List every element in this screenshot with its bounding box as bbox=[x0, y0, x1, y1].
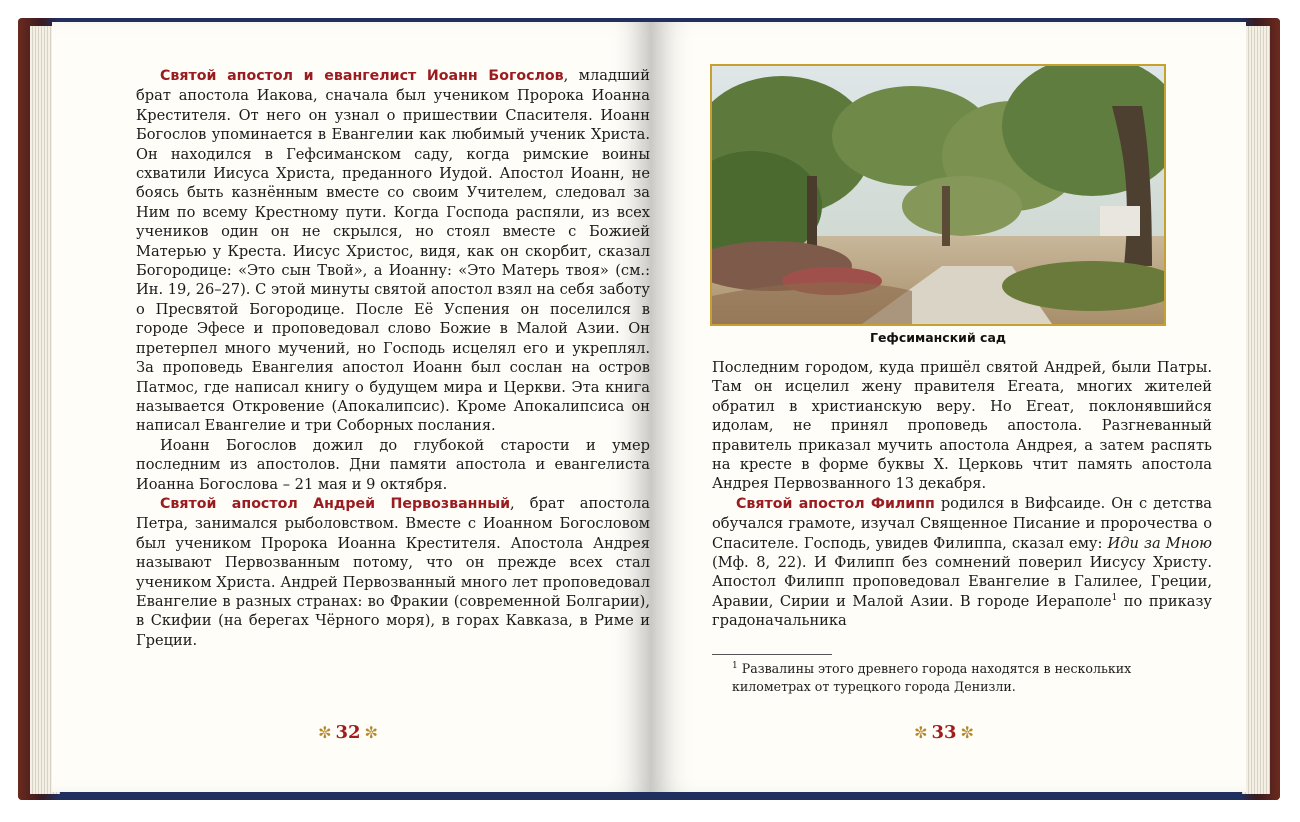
footnote-reference: 1 bbox=[1111, 593, 1118, 604]
page-number-right-value: 33 bbox=[931, 722, 957, 743]
paragraph-philip bbox=[712, 494, 1212, 631]
page-number-right bbox=[884, 722, 1004, 743]
heading-andrew: Святой апостол Андрей Первозванный bbox=[160, 495, 511, 512]
paragraph-andrew bbox=[136, 494, 650, 650]
paragraph-john-text: , младший брат апостола Иакова, сначала был учеником Пророка Иоанна Крестителя. От него он узнал о пришествии Спасителя. Иоанн Богослов упоминается в Евангелии как любимый ученик Христа. Он находился в Гефсиманском саду, когда римские воины схватили Иисуса Христа, преданного Иудой. Апостол Иоанн, не боясь быть казнённым вместе со своим Учителем, следовал за Ним по всему Крестному пути. Когда Господа распяли, из всех учеников один он не скрылся, но стоял вместе с Божией Матерью у Креста. Иисус Христос, видя, как он скорбит, сказал Богородице: «Это сын Твой», а Иоанну: «Это Матерь твоя» (см.: Ин. 19, 26–27). С этой минуты святой апостол взял на себя заботу о Пресвятой Богородице. После Её Успения он поселился в городе Эфесе и проповедовал слово Божие в Малой Азии. Он претерпел много мучений, но Господь исцелял его и укреплял. За проповедь Евангелия апостол Иоанн был сослан на остров Патмос, где написал книгу о будущем мира и Церкви. Эта книга называется Откровение (Апокалипсис). Кроме Апокалипсиса он написал Евангелие и три Соборных послания. bbox=[136, 67, 651, 435]
paragraph-philip-text-a: родился в Вифсаиде. Он с детства обучался грамоте, изучал Священное Писание и пророчества о Спасителе. Господь, увидев Филиппа, сказал ему: bbox=[712, 494, 1212, 552]
ornament-icon: ✼ bbox=[960, 723, 974, 742]
paragraph-philip-text-c: по приказу градоначальника bbox=[712, 592, 1212, 630]
ornament-icon: ✼ bbox=[914, 723, 928, 742]
gethsemane-garden-photo bbox=[710, 64, 1166, 326]
right-page-text bbox=[712, 358, 1212, 631]
paragraph-philip-text-b: (Мф. 8, 22). И Филипп без сомнений поверил Иисусу Христу. Апостол Филипп проповедовал Евангелие в Галилее, Греции, Аравии, Сирии и Малой Азии. В городе Иераполе bbox=[712, 554, 1212, 610]
paragraph-andrew-patras: Последним городом, куда пришёл святой Андрей, были Патры. Там он исцелил жену правителя Егеата, многих жителей обратил в христианскую веру. Но Егеат, поклонявшийся идолам, не принял проповедь апостола. Разгневанный правитель приказал мучить апостола Андрея, а затем распять на кресте в форме буквы Х. Церковь чтит память апостола Андрея Первозванного 13 декабря. bbox=[712, 359, 1212, 493]
page-stack-right bbox=[1242, 26, 1270, 794]
photo-caption: Гефсиманский сад bbox=[869, 330, 1006, 345]
paragraph-john-death: Иоанн Богослов дожил до глубокой старости и умер последним из апостолов. Дни памяти апостола и евангелиста Иоанна Богослова – 21 мая и 9 октября. bbox=[136, 436, 650, 493]
ornament-icon: ✼ bbox=[318, 723, 332, 742]
footnote-mark: 1 bbox=[732, 660, 738, 671]
left-page bbox=[52, 22, 652, 792]
paragraph-philip-quote: Иди за Мною bbox=[1107, 534, 1212, 552]
page-number-left-value: 32 bbox=[335, 722, 361, 743]
footnote-divider bbox=[712, 654, 832, 655]
footnote bbox=[712, 660, 1212, 696]
right-page bbox=[650, 22, 1246, 792]
heading-philip: Святой апостол Филипп bbox=[736, 495, 935, 512]
paragraph-john bbox=[136, 66, 650, 436]
heading-john: Святой апостол и евангелист Иоанн Богослов bbox=[160, 68, 564, 84]
garden-photo-image bbox=[712, 66, 1164, 324]
paragraph-andrew-text: , брат апостола Петра, занимался рыболовством. Вместе с Иоанном Богословом был учеником Пророка Иоанна Крестителя. Апостола Андрея называют Первозванным потому, что он прежде всех стал учеником Христа. Андрей Первозванный много лет проповедовал Евангелие в разных странах: во Фракии (современной Болгарии), в Скифии (на берегах Чёрного моря), в горах Кавказа, в Риме и Греции. bbox=[136, 494, 650, 649]
left-page-text bbox=[136, 66, 650, 650]
footnote-text: Развалины этого древнего города находятся в нескольких километрах от турецкого города Денизли. bbox=[732, 661, 1132, 694]
ornament-icon: ✼ bbox=[364, 723, 378, 742]
page-number-left bbox=[288, 722, 408, 743]
